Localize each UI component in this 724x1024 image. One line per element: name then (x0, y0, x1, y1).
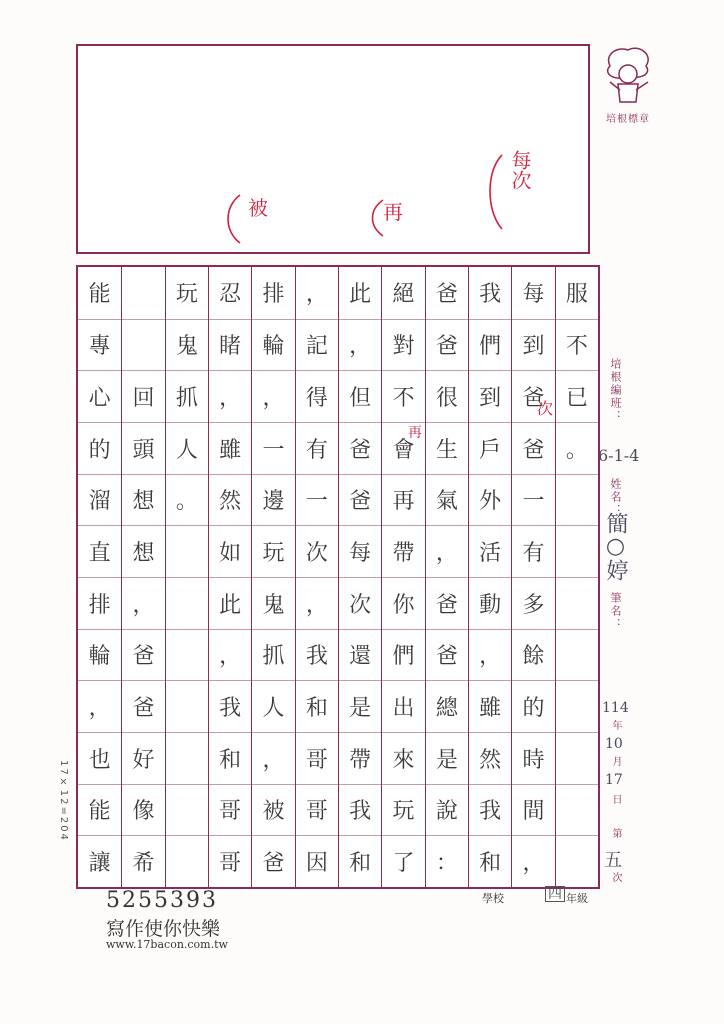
grid-cell: ， (209, 629, 251, 681)
grid-cell: 來 (382, 732, 424, 784)
date-month-unit: 月 (610, 756, 621, 768)
grid-column (251, 267, 294, 887)
grid-cell (166, 835, 208, 887)
grid-cell: 說 (426, 784, 468, 836)
grid-cell: 哥 (209, 784, 251, 836)
date-day: 17 (605, 772, 623, 788)
grid-cell (556, 680, 598, 732)
correction-zai: 再 (383, 200, 403, 224)
grid-cell: 不 (556, 319, 598, 371)
grid-cell: ， (252, 732, 294, 784)
grid-spec: 17×12=204 (58, 760, 69, 842)
session-label: 第 (610, 828, 621, 840)
date-day-unit: 日 (610, 794, 621, 806)
grid-cell: 的 (512, 680, 554, 732)
grid-column (425, 267, 468, 887)
grid-column (555, 267, 598, 887)
grid-cell: 讓 (78, 835, 121, 887)
grid-cell (122, 319, 164, 371)
grid-cell: ， (122, 577, 164, 629)
grid-cell: 爸 (426, 319, 468, 371)
grid-cell: 服 (565, 282, 588, 308)
top-correction-box (76, 44, 590, 254)
grid-cell: 想 (122, 474, 164, 526)
class-label: 培根編班： (609, 358, 622, 423)
grid-cell: 爸 (339, 474, 381, 526)
grid-cell: 我 (479, 282, 502, 308)
grid-cell: 多 (512, 577, 554, 629)
grid-cell: 一 (252, 422, 294, 474)
grid-cell: 排 (262, 282, 285, 308)
grid-column (121, 267, 164, 887)
grid-cell: 此 (209, 577, 251, 629)
grid-cell: 你 (382, 577, 424, 629)
grid-cell: 被 (252, 784, 294, 836)
grid-cell: 爸 (426, 577, 468, 629)
grid-cell: ， (426, 525, 468, 577)
grid-cell: 一 (512, 474, 554, 526)
grid-cell: 每 (522, 282, 545, 308)
grid-cell: 我 (339, 784, 381, 836)
grid-cell: 帶 (339, 732, 381, 784)
grid-cell: 不 (382, 370, 424, 422)
grid-cell: 和 (469, 835, 511, 887)
grid-cell: 能 (78, 784, 121, 836)
grid-cell (556, 629, 598, 681)
grid-cell: 是 (339, 680, 381, 732)
grade-value: 四 (545, 886, 565, 902)
grid-cell: 爸 (339, 422, 381, 474)
grid-cell: 餘 (512, 629, 554, 681)
grid-cell: 溜 (78, 474, 121, 526)
class-value: 6-1-4 (598, 446, 640, 465)
grid-column (208, 267, 251, 887)
date-month: 10 (605, 736, 623, 752)
grid-cell: 希 (122, 835, 164, 887)
margin-note-ci: 次 (537, 399, 554, 418)
grid-cell: 爸 (122, 680, 164, 732)
grid-cell: 間 (512, 784, 554, 836)
grid-cell (166, 732, 208, 784)
grid-cell: 每 (339, 525, 381, 577)
grid-cell: ： (426, 835, 468, 887)
grid-cell: 我 (296, 629, 338, 681)
grid-cell: 很 (426, 370, 468, 422)
grid-cell: 記 (296, 319, 338, 371)
grid-cell: ， (469, 629, 511, 681)
grid-cell: 玩 (175, 282, 198, 308)
grid-cell: ， (296, 577, 338, 629)
bacon-stamp (600, 44, 656, 125)
grid-cell: 如 (209, 525, 251, 577)
grid-cell: 們 (382, 629, 424, 681)
grid-cell (166, 680, 208, 732)
grid-cell: 想 (122, 525, 164, 577)
session-unit: 次 (610, 872, 621, 884)
grid-cell: 忍 (219, 282, 242, 308)
grid-cell: 爸 (512, 370, 554, 422)
grade-label: 年級 (566, 892, 588, 905)
grid-cell: 回 (122, 370, 164, 422)
grid-cell (556, 732, 598, 784)
grid-cell: 爸 (426, 629, 468, 681)
grid-cell (556, 474, 598, 526)
grid-cell: 爸 (252, 835, 294, 887)
grid-cell (556, 784, 598, 836)
grid-cell: ， (305, 282, 328, 308)
grid-cell: 鬼 (252, 577, 294, 629)
student-name: 簡○婷 (603, 512, 628, 581)
grid-column (468, 267, 511, 887)
date-year: 114 (602, 700, 629, 716)
grid-cell: 哥 (296, 732, 338, 784)
grid-cell: 雖 (469, 680, 511, 732)
grid-cell: 次 (339, 577, 381, 629)
grid-cell: 。 (556, 422, 598, 474)
grid-cell: 玩 (382, 784, 424, 836)
grid-column (295, 267, 338, 887)
grid-cell: 爸 (512, 422, 554, 474)
footer-slogan: 寫作使你快樂 (106, 918, 221, 940)
session-value: 五 (604, 850, 622, 871)
grid-cell (556, 577, 598, 629)
margin-note-zai: 再 (408, 425, 422, 441)
grid-cell: 絕 (392, 282, 415, 308)
grid-cell: 然 (209, 474, 251, 526)
grid-cell: 和 (339, 835, 381, 887)
grid-cell: 們 (469, 319, 511, 371)
grid-cell: 外 (469, 474, 511, 526)
grid-cell: 像 (122, 784, 164, 836)
grid-cell: 人 (166, 422, 208, 474)
grid-cell: 我 (209, 680, 251, 732)
grid-cell: 爸 (122, 629, 164, 681)
grid-cell: 好 (122, 732, 164, 784)
grid-cell: 次 (296, 525, 338, 577)
grid-column (338, 267, 381, 887)
pen-name-label: 筆名： (609, 592, 622, 631)
grid-cell: 爸 (435, 282, 458, 308)
name-label: 姓名： (609, 478, 622, 517)
grid-cell: ， (252, 370, 294, 422)
grid-cell: 動 (469, 577, 511, 629)
grid-cell: 再 (382, 474, 424, 526)
correction-meici: 每次 (508, 150, 532, 190)
grid-cell (166, 525, 208, 577)
grid-cell: 輪 (78, 629, 121, 681)
stamp-label: 培根標章 (606, 114, 650, 125)
grid-cell: 頭 (122, 422, 164, 474)
grid-cell: 和 (296, 680, 338, 732)
bracket-mid-icon (363, 196, 389, 242)
grid-column (381, 267, 424, 887)
writing-grid (76, 265, 600, 889)
bracket-right-icon (482, 151, 508, 235)
grid-cell: 但 (339, 370, 381, 422)
grid-cell: 總 (426, 680, 468, 732)
grid-cell: 已 (556, 370, 598, 422)
grid-cell: 有 (296, 422, 338, 474)
grid-cell: 哥 (209, 835, 251, 887)
grid-cell: 活 (469, 525, 511, 577)
grid-cell: 戶 (469, 422, 511, 474)
grid-cell: 然 (469, 732, 511, 784)
grid-cell: 和 (209, 732, 251, 784)
grid-cell: 會 (382, 422, 424, 474)
grid-cell: 抓 (252, 629, 294, 681)
grid-cell: 的 (78, 422, 121, 474)
grid-cell: 抓 (166, 370, 208, 422)
grid-cell: 。 (166, 474, 208, 526)
grid-cell: 到 (469, 370, 511, 422)
grid-cell: ， (78, 680, 121, 732)
footer-phone: 5255393 (106, 888, 218, 913)
grid-cell: ， (209, 370, 251, 422)
date-year-unit: 年 (610, 720, 621, 732)
grid-cell: 玩 (252, 525, 294, 577)
grid-cell: 因 (296, 835, 338, 887)
grid-cell: 氣 (426, 474, 468, 526)
grid-cell: 還 (339, 629, 381, 681)
grid-cell: 邊 (252, 474, 294, 526)
grid-cell: 睹 (209, 319, 251, 371)
grid-column (78, 267, 121, 887)
grid-cell: 也 (78, 732, 121, 784)
grid-cell: 此 (349, 282, 372, 308)
grid-cell: 專 (78, 319, 121, 371)
grid-cell: 帶 (382, 525, 424, 577)
grid-cell: ， (512, 835, 554, 887)
grid-cell: 了 (382, 835, 424, 887)
grid-cell (556, 525, 598, 577)
grid-column (511, 267, 554, 887)
grid-cell: 對 (382, 319, 424, 371)
correction-bei: 被 (248, 196, 268, 220)
grid-cell (556, 835, 598, 887)
grid-cell: 時 (512, 732, 554, 784)
grid-cell: 雖 (209, 422, 251, 474)
grid-cell: 直 (78, 525, 121, 577)
grid-cell: 是 (426, 732, 468, 784)
grid-cell: 到 (512, 319, 554, 371)
grid-cell: 一 (296, 474, 338, 526)
grid-cell (166, 577, 208, 629)
school-label: 學校 (482, 892, 504, 905)
grid-cell: 出 (382, 680, 424, 732)
grid-cell: 排 (78, 577, 121, 629)
grid-cell: 鬼 (166, 319, 208, 371)
grid-cell: 哥 (296, 784, 338, 836)
grid-cell (122, 267, 164, 319)
grid-cell: 有 (512, 525, 554, 577)
grid-cell: 能 (88, 282, 111, 308)
grid-cell: 輪 (252, 319, 294, 371)
grid-cell (166, 629, 208, 681)
tree-mascot-icon (600, 44, 656, 106)
grid-cell: 我 (469, 784, 511, 836)
grid-cell (166, 784, 208, 836)
grid-cell: 得 (296, 370, 338, 422)
grid-column (165, 267, 208, 887)
footer-url: www.17bacon.com.tw (106, 938, 228, 951)
grid-cell: ， (339, 319, 381, 371)
grid-cell: 人 (252, 680, 294, 732)
grid-cell: 生 (426, 422, 468, 474)
bracket-left-icon (218, 191, 248, 251)
grid-cell: 心 (78, 370, 121, 422)
